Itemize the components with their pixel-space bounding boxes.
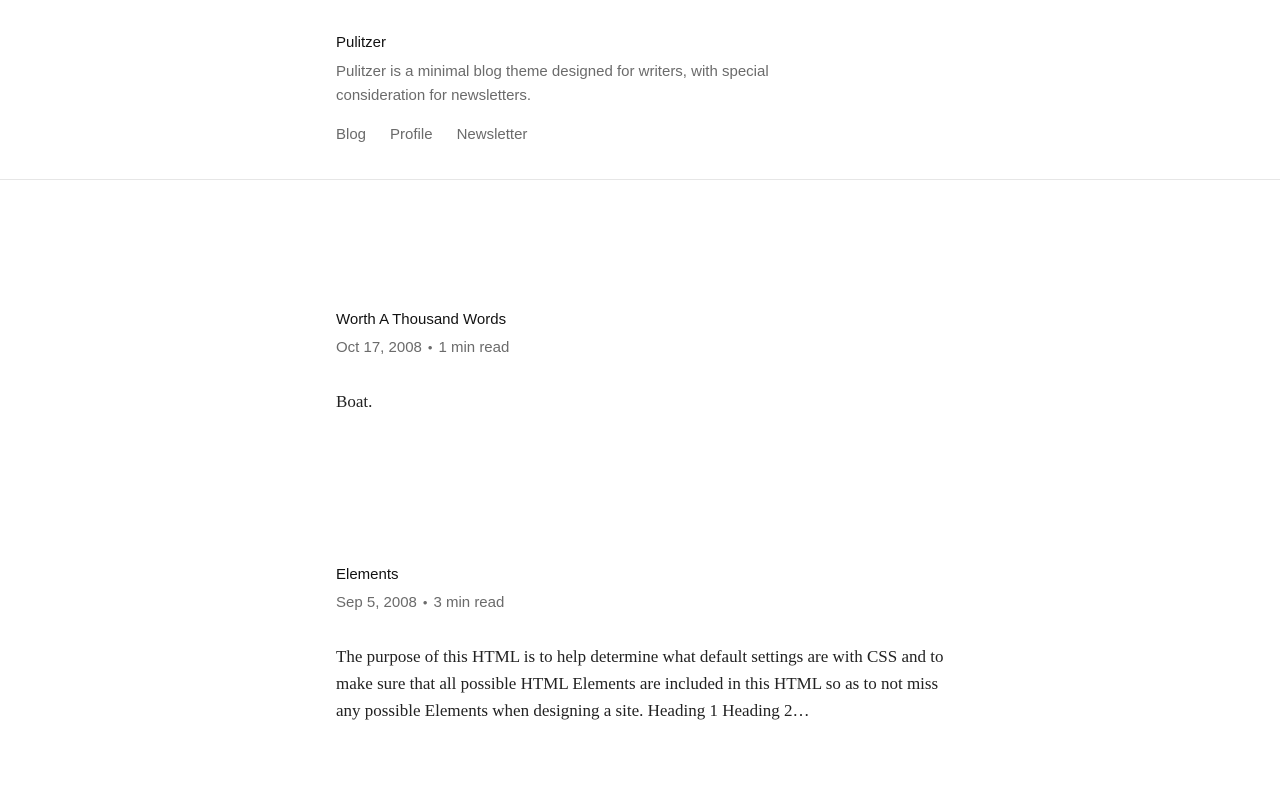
nav-item-profile[interactable]: Profile <box>390 126 433 143</box>
site-title-link[interactable]: Pulitzer <box>336 34 387 51</box>
site-description: Pulitzer is a minimal blog theme designed for writers, with special consideration for newsletters. <box>336 63 769 104</box>
post-meta <box>336 339 956 357</box>
post-read-time: 1 min read <box>438 339 510 356</box>
nav-item-blog[interactable]: Blog <box>336 126 367 143</box>
post-excerpt: Boat. <box>336 392 373 411</box>
site-header <box>0 0 1280 180</box>
post-date: Oct 17, 2008 <box>336 339 422 356</box>
post-card <box>336 311 956 415</box>
post-date: Sep 5, 2008 <box>336 594 417 611</box>
nav-item-newsletter[interactable]: Newsletter <box>456 126 528 143</box>
post-meta <box>336 594 956 612</box>
main-nav <box>336 126 527 144</box>
post-excerpt: The purpose of this HTML is to help determine what default settings are with CSS and to make sure that all possible HTML Elements are included in this HTML so as to not miss any possible Elements when designing a site. Heading 1 Heading 2… <box>336 647 944 720</box>
post-title-link[interactable]: Elements <box>336 566 399 583</box>
post-read-time: 3 min read <box>433 594 505 611</box>
meta-separator: • <box>427 340 433 355</box>
post-title-link[interactable]: Worth A Thousand Words <box>336 311 507 328</box>
meta-separator: • <box>422 595 428 610</box>
post-card <box>336 566 956 724</box>
